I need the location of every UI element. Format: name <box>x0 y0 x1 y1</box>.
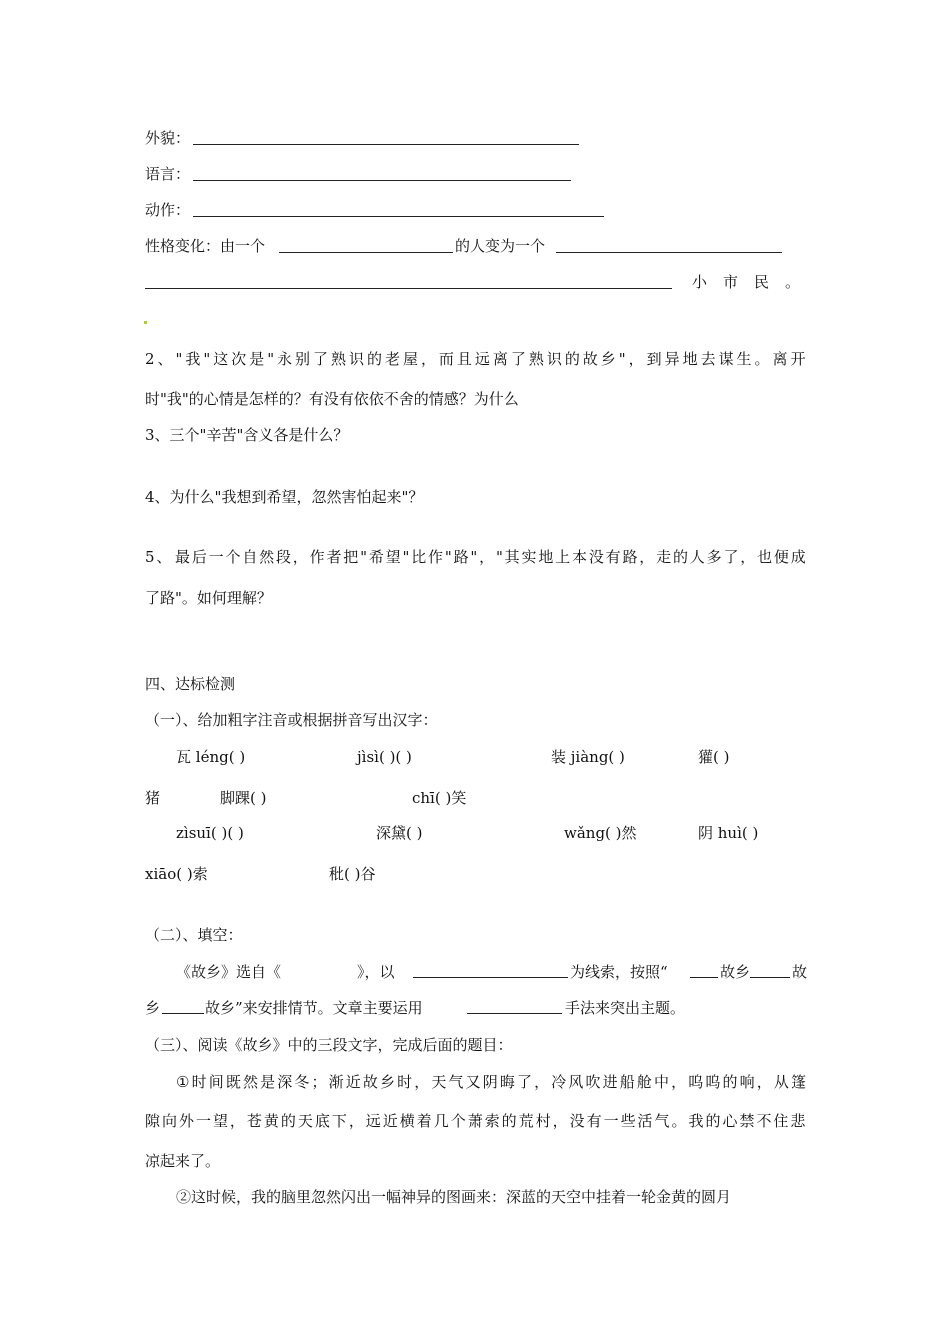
pinyin-item: xiāo( )索 <box>145 865 208 883</box>
section-4-title: 四、达标检测 <box>145 675 236 693</box>
pinyin-item: 獾( ) <box>698 748 730 766</box>
trait-action-label: 动作： <box>145 201 191 219</box>
passage-1-line-1: ① 时 间 既 然 是 深 冬 ； 渐 近 故 乡 时 ， 天 气 又 阴 晦 了 ， 冷 风 吹 进 船 舱 中 ， 呜 呜 的 响 ， 从 篷 <box>176 1073 806 1091</box>
question-2-line-2: 时"我"的心情是怎样的？有没有依依不舍的情感？为什么 <box>145 390 519 408</box>
trait-appearance-label: 外貌： <box>145 129 191 147</box>
pinyin-item: 阴 huì( ) <box>698 824 759 842</box>
fill-text: 手法来突出主题。 <box>565 999 686 1017</box>
question-2-line-1: 2 、 " 我 " 这 次 是 " 永 别 了 熟 识 的 老 屋 ， 而 且 远 离 了 熟 识 的 故 乡 " ， 到 异 地 去 谋 生 。 离 开 <box>145 350 806 368</box>
fill-blank-plot-1[interactable] <box>690 977 718 978</box>
passage-1-line-3: 凉起来了。 <box>145 1152 221 1170</box>
fill-text: 》，以 <box>357 963 395 981</box>
part-3-title: （三）、阅读《故乡》中的三段文字，完成后面的题目： <box>145 1036 513 1054</box>
pinyin-item: wǎng( )然 <box>564 824 637 842</box>
pinyin-item: 深黛( ) <box>376 824 423 842</box>
question-3: 3、三个"辛苦"含义各是什么？ <box>145 426 349 444</box>
pinyin-item: chī( )笑 <box>412 789 467 807</box>
fill-blank-plot-2[interactable] <box>750 977 790 978</box>
pinyin-item: 秕( )谷 <box>329 865 376 883</box>
pinyin-item: 脚踝( ) <box>220 789 267 807</box>
change-end-char: 民 <box>753 273 769 291</box>
change-end-char: 市 <box>722 273 738 291</box>
trait-change-mid: 的人变为一个 <box>455 237 546 255</box>
change-to-answer-line-2[interactable] <box>145 288 672 289</box>
fill-text: 为线索，按照“ <box>570 963 668 981</box>
change-end-char: 小 <box>692 273 708 291</box>
question-5-line-1: 5 、 最 后 一 个 自 然 段 ， 作 者 把 " 希 望 " 比 作 " 路 " ， " 其 实 地 上 本 没 有 路 ， 走 的 人 多 了 ， 也 便 成 <box>145 548 806 566</box>
pinyin-item: 装 jiàng( ) <box>551 748 625 766</box>
fill-text: 故乡”来安排情节。文章主要运用 <box>205 999 423 1017</box>
language-answer-line[interactable] <box>193 180 571 181</box>
change-end-char: 。 <box>784 273 800 291</box>
pinyin-item: jìsì( )( ) <box>357 748 412 766</box>
change-end-text <box>692 272 800 292</box>
action-answer-line[interactable] <box>193 216 604 217</box>
fill-text: 故乡 <box>720 963 751 981</box>
fill-blank-plot-3[interactable] <box>162 1013 204 1014</box>
stray-mark <box>144 321 147 324</box>
question-5-line-2: 了路"。如何理解？ <box>145 589 272 607</box>
fill-blank-clue[interactable] <box>413 977 568 978</box>
fill-blank-technique[interactable] <box>467 1013 562 1014</box>
change-to-answer-line-1[interactable] <box>556 252 782 253</box>
pinyin-item: 瓦 léng( ) <box>176 748 246 766</box>
appearance-answer-line[interactable] <box>193 144 579 145</box>
fill-text: 《故乡》选自《 <box>176 963 282 981</box>
passage-2-line-1: ②这时候，我的脑里忽然闪出一幅神异的图画来：深蓝的天空中挂着一轮金黄的圆月 <box>176 1188 732 1206</box>
question-4: 4、为什么"我想到希望，忽然害怕起来"？ <box>145 488 424 506</box>
pinyin-item: 猪 <box>145 789 161 807</box>
fill-text: 乡 <box>145 999 161 1017</box>
change-from-answer-line[interactable] <box>279 252 453 253</box>
part-1-title: （一）、给加粗字注音或根据拼音写出汉字： <box>145 711 438 729</box>
part-2-title: （二）、填空： <box>145 926 243 944</box>
passage-1-line-2: 隙 向 外 一 望 ， 苍 黄 的 天 底 下 ， 远 近 横 着 几 个 萧 索 的 荒 村 ， 没 有 一 些 活 气 。 我 的 心 禁 不 住 悲 <box>145 1112 806 1130</box>
trait-language-label: 语言： <box>145 165 191 183</box>
fill-text: 故 <box>792 963 808 981</box>
trait-change-prefix: 性格变化：由一个 <box>145 237 266 255</box>
pinyin-item: zìsuī( )( ) <box>176 824 244 842</box>
